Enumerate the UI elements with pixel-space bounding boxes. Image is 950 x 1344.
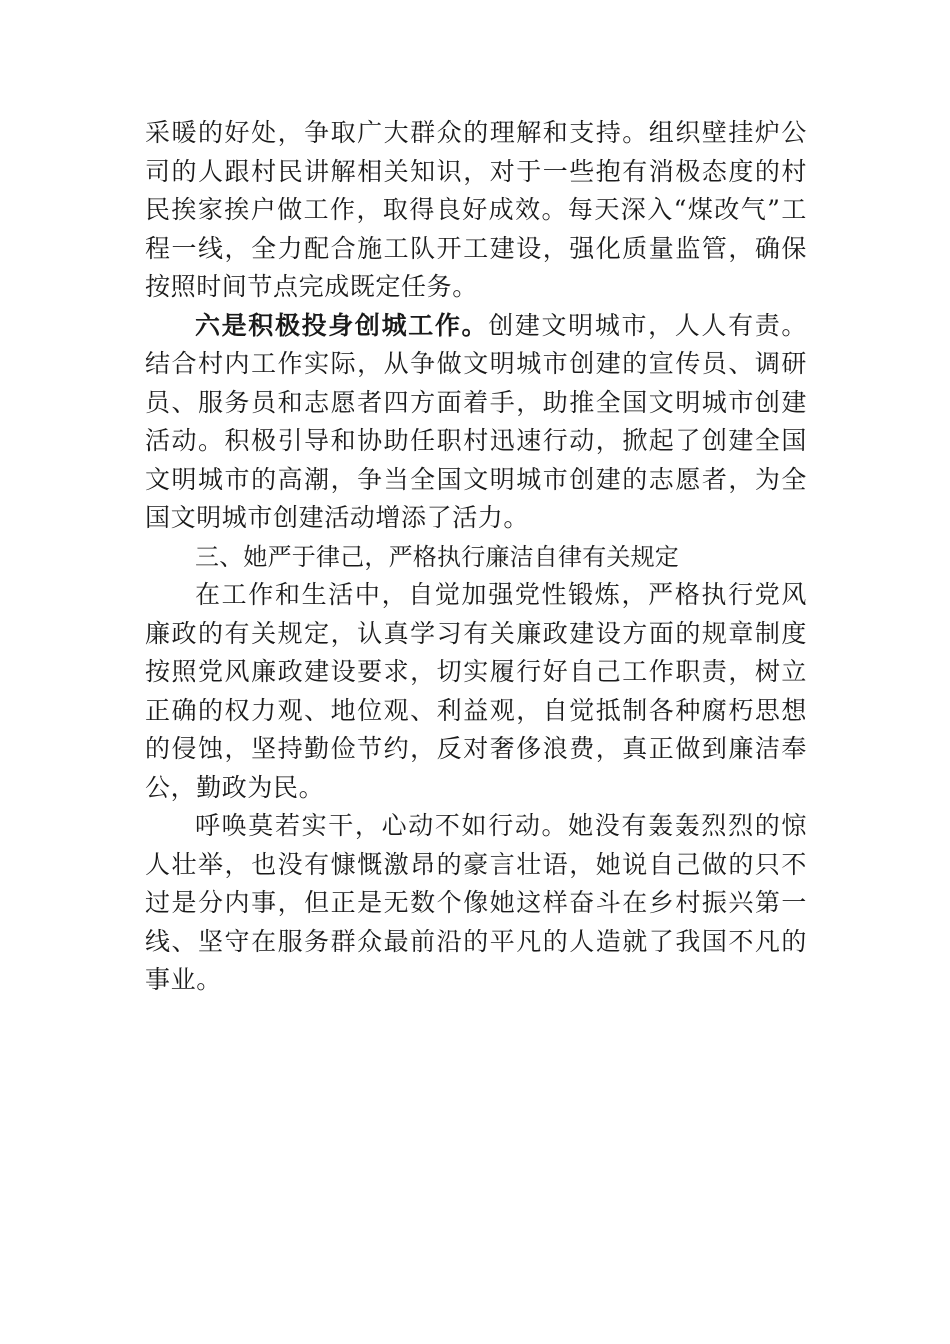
paragraph-civilized-city xyxy=(145,307,807,538)
section-heading-self-discipline: 三、她严于律己，严格执行廉洁自律有关规定 xyxy=(195,542,679,571)
paragraph-lead-civilized-city: 六是积极投身创城工作。 xyxy=(195,310,489,340)
paragraph-heating-continuation: 采暖的好处，争取广大群众的理解和支持。组织壁挂炉公司的人跟村民讲解相关知识，对于一些抱有消极态度的村民挨家挨户做工作，取得良好成效。每天深入“煤改气”工程一线，全力配合施工队开工建设，强化质量监管，确保按照时间节点完成既定任务。 xyxy=(145,118,807,301)
document-page xyxy=(145,114,807,1000)
paragraph-conclusion: 呼唤莫若实干，心动不如行动。她没有轰轰烈烈的惊人壮举，也没有慷慨激昂的豪言壮语，她说自己做的只不过是分内事，但正是无数个像她这样奋斗在乡村振兴第一线、坚守在服务群众最前沿的平凡的人造就了我国不凡的事业。 xyxy=(145,811,807,994)
paragraph-integrity: 在工作和生活中，自觉加强党性锻炼，严格执行党风廉政的有关规定，认真学习有关廉政建设方面的规章制度按照党风廉政建设要求，切实履行好自己工作职责，树立正确的权力观、地位观、利益观，自觉抵制各种腐朽思想的侵蚀，坚持勤俭节约，反对奢侈浪费，真正做到廉洁奉公，勤政为民。 xyxy=(145,580,807,802)
paragraph-body-civilized-city: 创建文明城市，人人有责。结合村内工作实际，从争做文明城市创建的宣传员、调研员、服务员和志愿者四方面着手，助推全国文明城市创建活动。积极引导和协助任职村迅速行动，掀起了创建全国文明城市的高潮，争当全国文明城市创建的志愿者，为全国文明城市创建活动增添了活力。 xyxy=(145,310,807,532)
